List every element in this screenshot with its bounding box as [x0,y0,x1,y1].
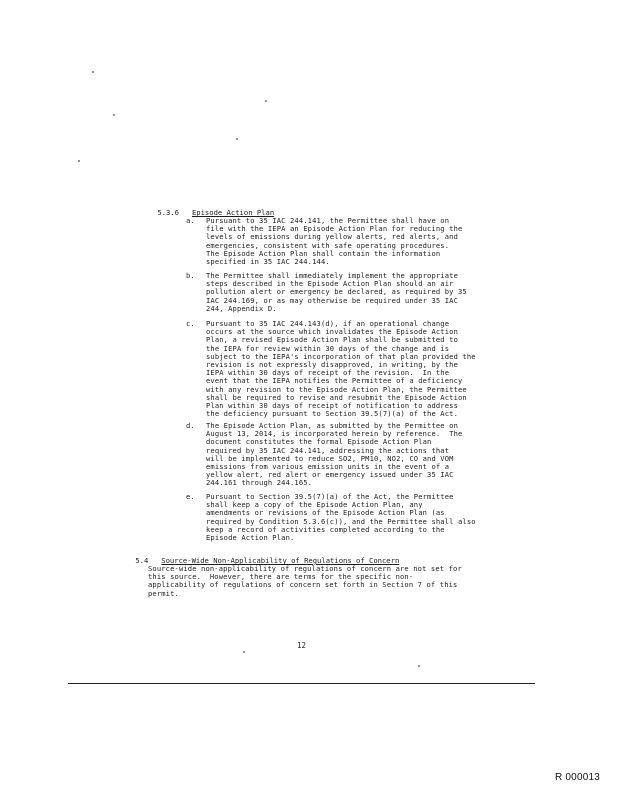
section-number: 5.3.6 [157,208,179,217]
scan-speck [236,138,238,140]
text-line: required by Condition 5.3.6(c)), and the Permittee shall also [206,516,476,526]
text-line: permit. [148,588,179,598]
text-line: keep a record of activities completed according to the [206,524,445,534]
text-line: Pursuant to 35 IAC 244.141, the Permittee shall have on [206,216,450,225]
section-number: 5.4 [135,556,149,565]
text-line: IEPA within 30 days of receipt of the revision. In the [206,368,450,378]
bates-number: R 000013 [555,772,600,783]
text-line: 244.161 through 244.165. [206,478,313,488]
text-line: shall keep a copy of the Episode Action Plan, any [206,500,423,510]
text-line: yellow alert, red alert or emergency issued under 35 IAC [206,470,454,480]
text-line: the IEPA for review within 30 days of the change and is [206,343,450,353]
text-line: Pursuant to 35 IAC 244.143(d), if an operational change [206,319,450,328]
text-line: The Episode Action Plan shall contain the information [206,248,441,258]
text-line: 244, Appendix D. [206,303,277,313]
scan-speck [113,114,115,116]
text-line: Plan within 30 days of receipt of notification to address [206,401,458,411]
text-line: Pursuant to Section 39.5(7)(a) of the Act, the Permittee [206,492,454,501]
item-label: d. [186,421,195,430]
item-body [206,422,462,488]
text-line: occurs at the source which invalidates the Episode Action [206,327,458,337]
text-line: this source. However, there are terms for the specific non- [148,572,414,582]
item-body [206,217,462,266]
text-line: with any revision to the Episode Action Plan, the Permittee [206,384,467,394]
text-line: Plan, a revised Episode Action Plan shall be submitted to [206,335,458,345]
text-line: subject to the IEPA's incorporation of that plan provided the [206,351,476,361]
text-line: specified in 35 IAC 244.144. [206,257,330,267]
text-line: will be implemented to reduce SO2, PM10, NO2, CO and VOM [206,453,454,463]
section-title: Source-Wide Non-Applicability of Regulations of Concern [161,556,400,565]
scan-speck [265,100,267,102]
text-line: amendments or revisions of the Episode Action Plan (as [206,508,445,518]
text-line: the deficiency pursuant to Section 39.5(7)(a) of the Act. [206,409,458,419]
scan-speck [243,651,245,653]
text-line: steps described in the Episode Action Plan should an air [206,279,454,289]
section-title: Episode Action Plan [191,208,275,217]
scan-speck [78,160,80,162]
text-line: August 13, 2014, is incorporated herein by reference. The [206,429,463,439]
text-line: emissions from various emission units in the event of a [206,462,450,472]
item-label: c. [186,319,195,328]
text-line: The Episode Action Plan, as submitted by the Permittee on [206,421,458,430]
text-line: applicability of regulations of concern set forth in Section 7 of this [148,580,458,590]
text-line: revision is not expressly disapproved, in writing, by the [206,360,458,370]
item-body [206,320,476,418]
text-line: event that the IEPA notifies the Permittee of a deficiency [206,376,463,386]
text-line: emergencies, consistent with safe operating procedures. [206,240,450,250]
item-body [206,272,467,313]
text-line: file with the IEPA an Episode Action Plan for reducing the [206,224,463,234]
text-line: Episode Action Plan. [206,533,295,543]
text-line: Source-wide non-applicability of regulations of concern are not set for [148,564,462,573]
item-label: b. [186,271,195,280]
scan-speck [418,665,420,667]
text-line: levels of emissions during yellow alerts, red alerts, and [206,232,458,242]
text-line: IAC 244.169, or as may otherwise be required under 35 IAC [206,295,458,305]
text-line: document constitutes the formal Episode Action Plan [206,437,432,447]
scan-speck [92,71,94,73]
footer-divider [68,683,535,684]
text-line: pollution alert or emergency be declared, as required by 35 [206,287,467,297]
item-label: a. [186,216,195,225]
text-line: shall be required to revise and resubmit the Episode Action [206,392,467,402]
item-label: e. [186,492,195,501]
item-body [206,493,476,542]
text-line: The Permittee shall immediately implement the appropriate [206,271,458,280]
section-5-4-paragraph [148,565,478,598]
page-number: 12 [297,641,307,650]
text-line: required by 35 IAC 244.141, addressing the actions that [206,445,450,455]
